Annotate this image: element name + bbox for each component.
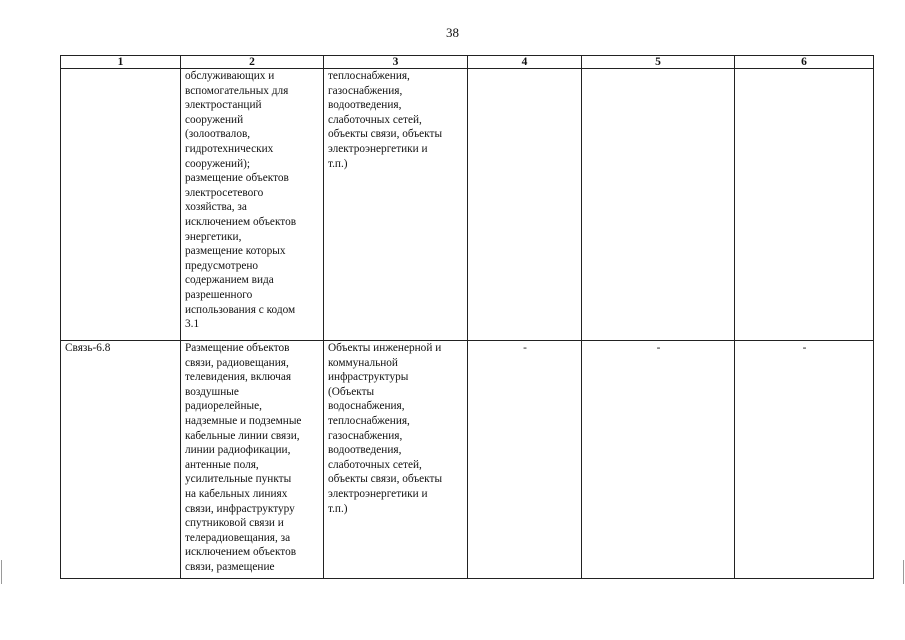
table-cell [324,69,468,341]
header-col-3: 3 [324,56,468,69]
header-col-4: 4 [468,56,582,69]
table-cell [582,341,735,579]
cell-text: - [656,342,661,354]
header-col-2: 2 [181,56,324,69]
cell-text: - [802,342,807,354]
table-cell [181,341,324,579]
cell-text: Объекты инженерной и коммунальной инфраструктуры (Объекты водоснабжения, теплоснабжения, газоснабжения, водоотведения, слаботочных сетей, объекты связи, объекты электроэнергетики и т.п.) [328,342,443,515]
document-table [60,55,874,579]
table-cell [735,69,874,341]
table-row [61,69,874,341]
table-header-row [61,56,874,69]
page-number: 38 [446,25,459,40]
cell-text: - [523,342,527,354]
table-cell [181,69,324,341]
table-row [61,341,874,579]
table-cell [324,341,468,579]
table-cell [61,69,181,341]
cell-text: Связь-6.8 [65,342,111,354]
table-cell [735,341,874,579]
table-cell [582,69,735,341]
header-col-1: 1 [61,56,181,69]
table-cell [468,69,582,341]
cell-text: обслуживающих и вспомогательных для электростанций сооружений (золоотвалов, гидротехнических сооружений); размещение объектов электросетевого хозяйства, за исключением объектов энергетики, размещение которых предусмотрено содержанием вида разрешенного использования с кодом 3.1 [185,70,297,331]
header-col-5: 5 [582,56,735,69]
cell-text: теплоснабжения, газоснабжения, водоотведения, слаботочных сетей, объекты связи, объекты электроэнергетики и т.п.) [328,70,443,170]
table-cell [468,341,582,579]
cell-text: Размещение объектов связи, радиовещания, телевидения, включая воздушные радиорелейные, надземные и подземные кабельные линии связи, линии радиофикации, антенные поля, усилительные пункты на кабельных линиях связи, инфраструктуру спутниковой связи и телерадиовещания, за исключением объектов связи, размещение [185,342,302,573]
table-cell [61,341,181,579]
left-margin-mark [1,560,2,584]
header-col-6: 6 [735,56,874,69]
right-margin-mark [903,560,904,584]
